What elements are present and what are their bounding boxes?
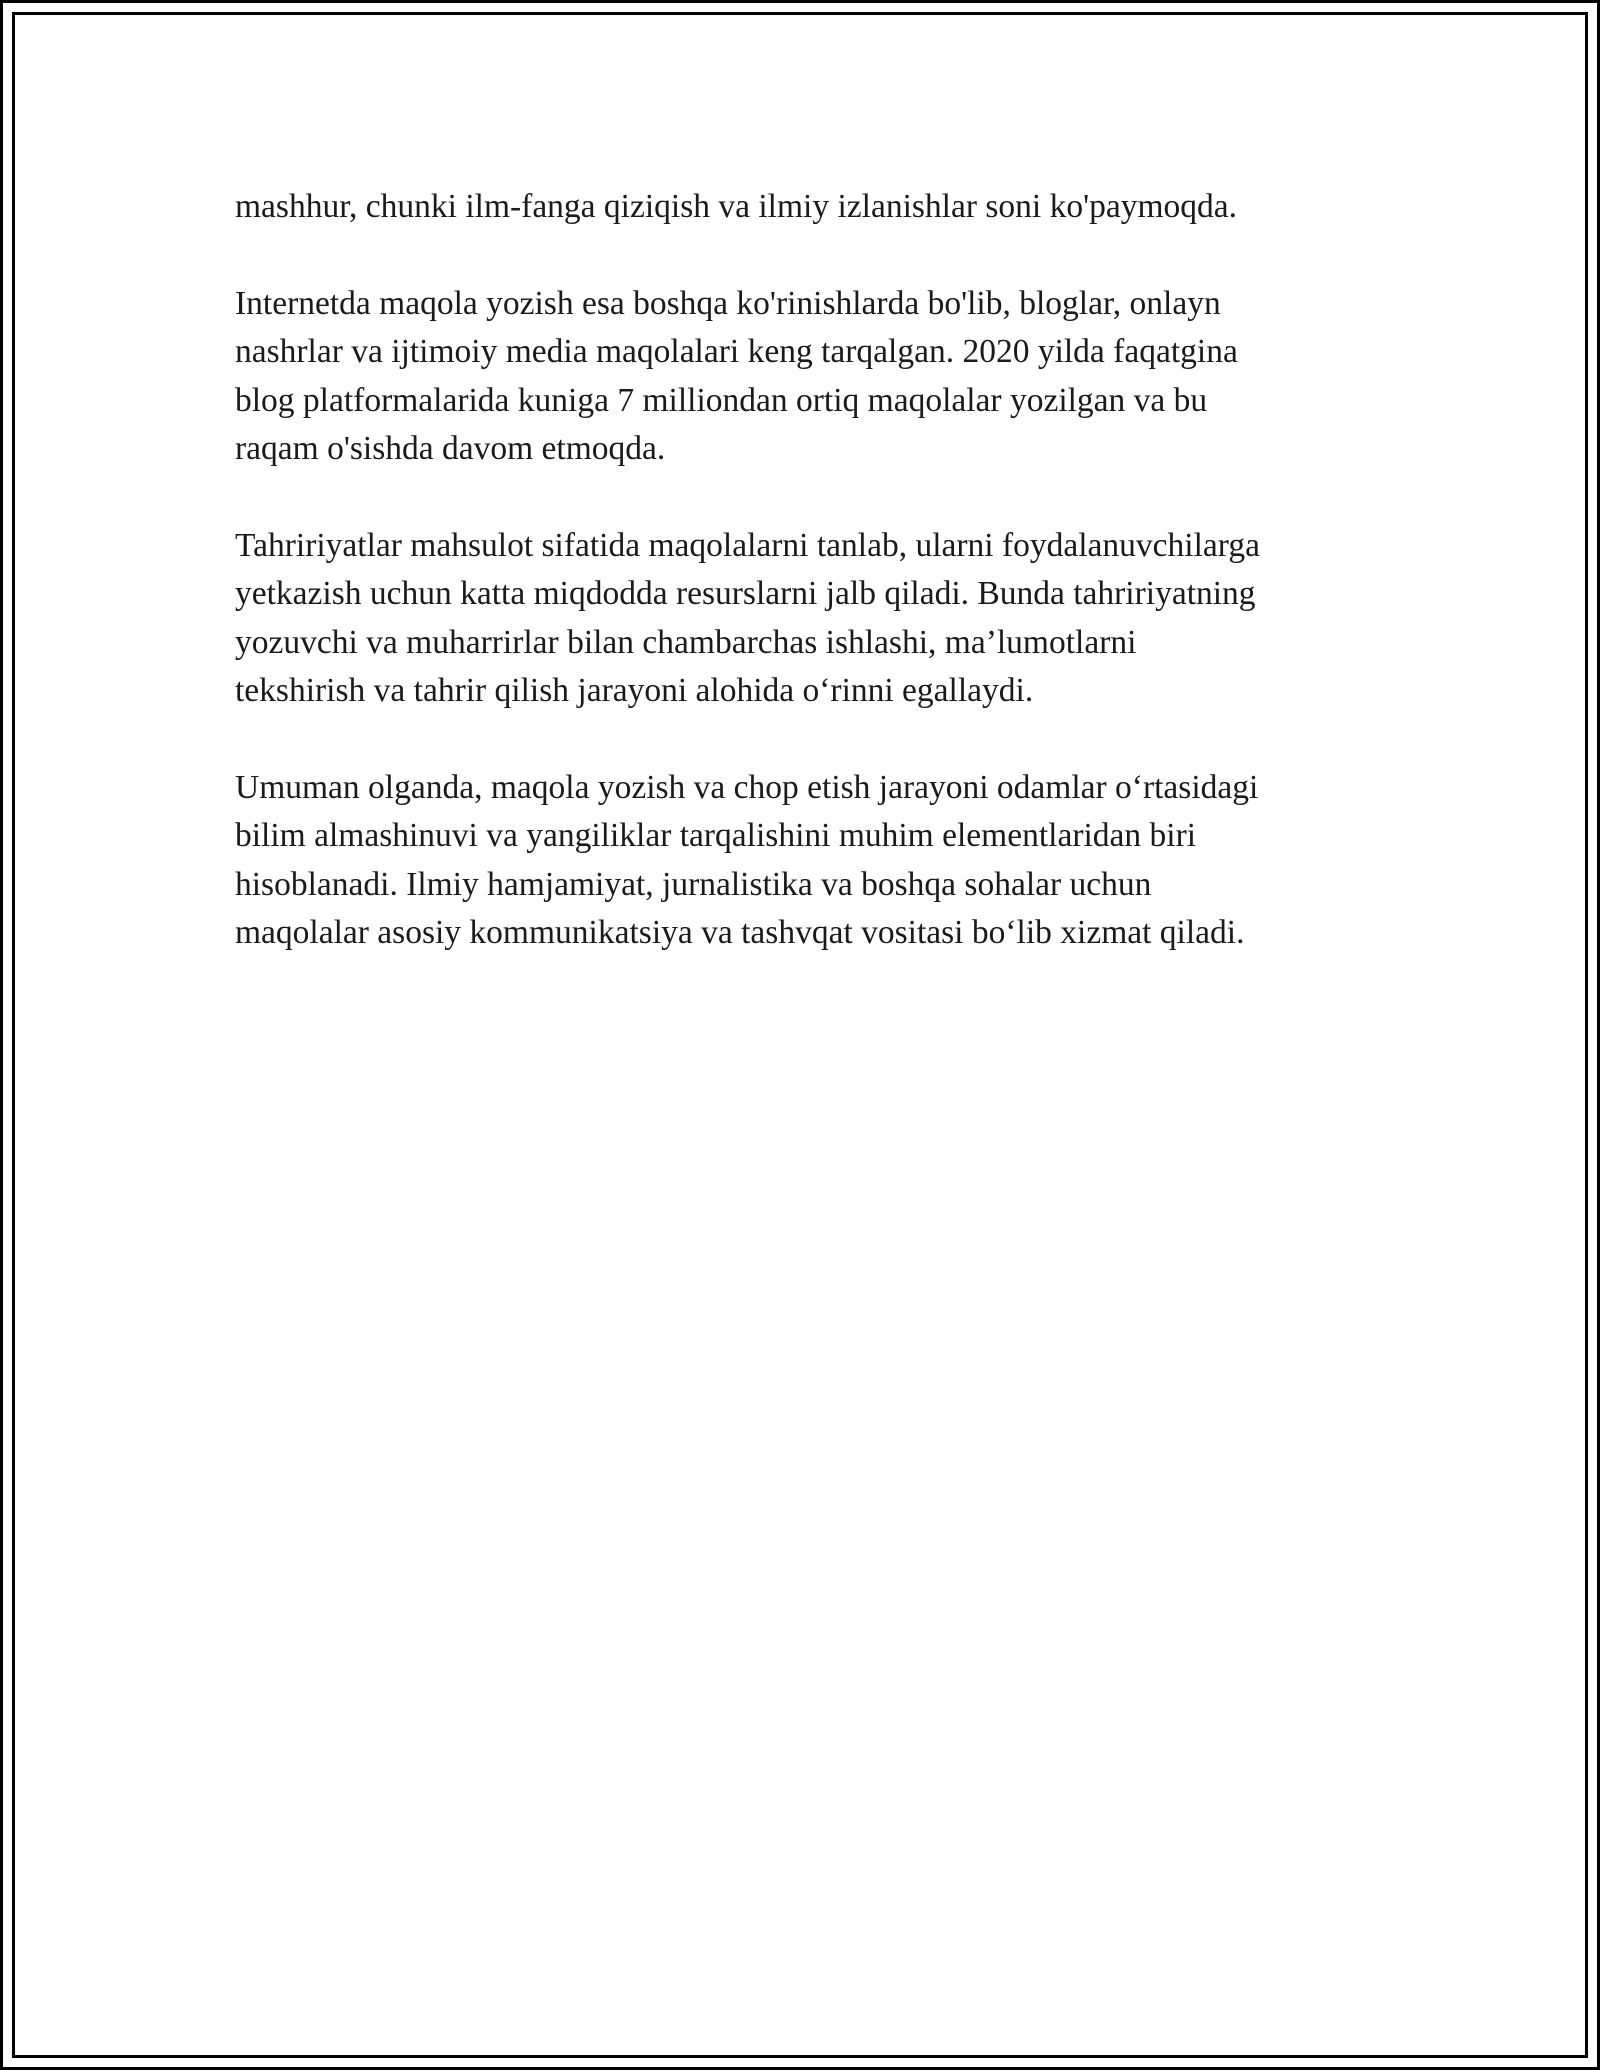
paragraph-1: mashhur, chunki ilm-fanga qiziqish va ilmiy izlanishlar soni ko'paymoqda. [235,188,1238,225]
paragraph-2: Internetda maqola yozish esa boshqa ko'rinishlarda bo'lib, bloglar, onlayn nashrlar va ijtimoiy media maqolalari keng tarqalgan. 2020 yilda faqatgina blog platformalarida kuniga 7 milliondan ortiq maqolalar yozilgan va bu raqam o'sishda davom etmoqda. [235,284,1238,467]
paragraph-3: Tahririyatlar mahsulot sifatida maqolalarni tanlab, ularni foydalanuvchilarga yetkazish uchun katta miqdodda resurslarni jalb qiladi. Bunda tahririyatning yozuvchi va muharrirlar bilan chambarchas ishlashi, ma’lumotlarni tekshirish va tahrir qilish jarayoni alohida o‘rinni egallaydi. [235,526,1260,709]
paragraph-4: Umuman olganda, maqola yozish va chop etish jarayoni odamlar o‘rtasidagi bilim almashinuvi va yangiliklar tarqalishini muhim elementlaridan biri hisoblanadi. Ilmiy hamjamiyat, jurnalistika va boshqa sohalar uchun maqolalar asosiy kommunikatsiya va tashvqat vositasi bo‘lib xizmat qiladi. [235,768,1259,951]
document-body [235,183,1400,1006]
